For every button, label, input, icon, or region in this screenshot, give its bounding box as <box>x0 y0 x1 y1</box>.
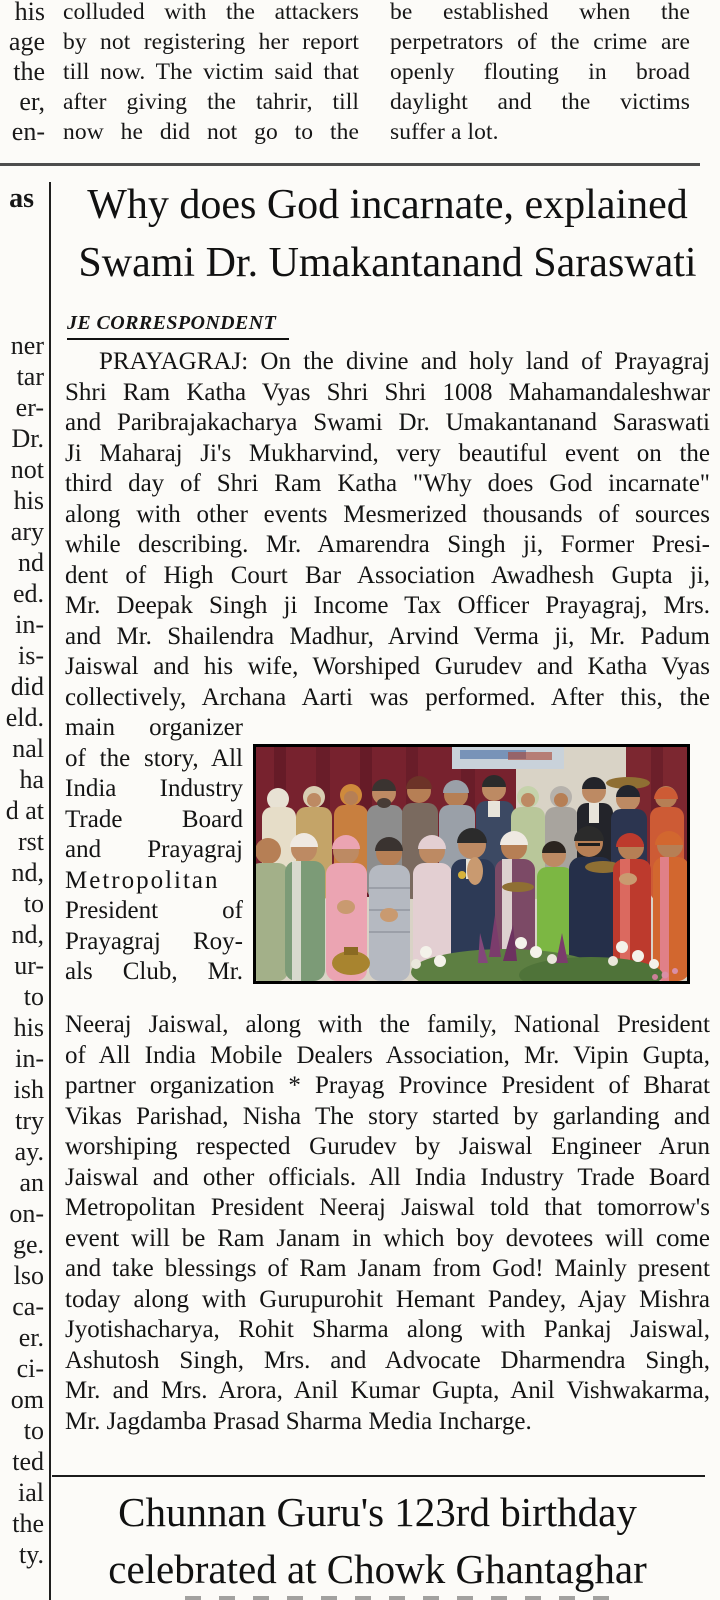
margin-fragment: on- <box>9 1199 44 1228</box>
article-headline <box>65 176 710 292</box>
margin-fragment: lso <box>13 1261 44 1290</box>
margin-fragment: ay. <box>14 1137 44 1166</box>
margin-fragment: to <box>23 982 44 1011</box>
margin-fragment: nd, <box>11 858 44 887</box>
margin-fragment: Dr. <box>11 424 44 453</box>
margin-fragment: age <box>8 27 45 56</box>
body-line: worshiping respected Gurudev by Jaiswal Engineer Arun <box>65 1133 710 1160</box>
body-line: Ji Maharaj Ji's Mukharvind, very beautiful event on the <box>65 439 710 467</box>
margin-fragment: ary <box>10 517 44 546</box>
margin-fragment: en- <box>11 117 45 146</box>
margin-fragment: ha <box>19 765 44 794</box>
margin-fragment: er, <box>19 87 45 116</box>
margin-fragment: ner <box>10 331 44 360</box>
margin-fragment: tar <box>16 362 44 391</box>
margin-fragment: ish <box>13 1075 44 1104</box>
body-line: today along with Gurupurohit Hemant Pandey, Ajay Mishra <box>65 1285 710 1313</box>
column-divider-rule <box>49 182 51 1600</box>
margin-fragment: the <box>12 1509 44 1538</box>
body-line: and take blessings of Ram Janam from God! Mainly present <box>65 1255 710 1282</box>
margin-fragment: an <box>19 1168 44 1197</box>
article-divider-rule <box>52 1475 705 1477</box>
body-line: dent of High Court Bar Association Awadhesh Gupta ji, <box>65 561 710 589</box>
truncated-next-line-fragment <box>185 1596 615 1600</box>
margin-fragment: nd, <box>11 920 44 949</box>
body-line: along with other events Mesmerized thousands of sources <box>65 500 710 528</box>
margin-fragment: ted <box>12 1447 44 1476</box>
body-line: Jaiswal and his wife, Worshiped Gurudev and Katha Vyas <box>65 653 710 680</box>
margin-fragment: ty. <box>18 1540 44 1569</box>
margin-fragment: in- <box>15 610 44 639</box>
margin-fragment: in- <box>15 1044 44 1073</box>
body-line: after giving the tahrir, till <box>63 89 359 115</box>
body-line: now he did not go to the <box>63 119 359 145</box>
margin-fragment: ur- <box>14 951 44 980</box>
margin-fragment: his <box>13 1013 44 1042</box>
top-article-column-1 <box>63 0 359 147</box>
body-line: als Club, Mr. <box>65 958 243 985</box>
body-line: Mr. Jagdamba Prasad Sharma Media Incharge. <box>65 1407 532 1435</box>
margin-fragment: rst <box>18 827 44 856</box>
body-line: collectively, Archana Aarti was performed. After this, the <box>65 683 710 711</box>
margin-fragment: d at <box>5 796 44 825</box>
body-line: while describing. Mr. Amarendra Singh ji, Former Presi- <box>65 531 710 558</box>
section-divider-rule <box>0 163 700 166</box>
body-line: Mr. Deepak Singh ji Income Tax Officer Prayagraj, Mrs. <box>65 592 710 619</box>
body-line: Ashutosh Singh, Mrs. and Advocate Dharmendra Singh, <box>65 1346 710 1374</box>
body-line: colluded with the attackers <box>63 0 359 25</box>
article-body-part-1 <box>65 347 710 713</box>
margin-fragment-bold: as <box>9 183 34 214</box>
headline-line-1: Chunnan Guru's 123rd birthday <box>118 1489 637 1535</box>
margin-fragment: to <box>23 1416 44 1445</box>
body-line: openly flouting in broad <box>390 59 690 85</box>
body-line: Prayagraj Roy- <box>65 927 243 955</box>
headline-line-1: Why does God incarnate, explained <box>87 182 688 228</box>
margin-fragment: is- <box>18 641 44 670</box>
byline: JE CORRESPONDENT <box>67 312 289 340</box>
body-line: third day of Shri Ram Katha "Why does God incarnate" <box>65 470 710 497</box>
margin-fragment: nd <box>18 548 44 577</box>
article-body-narrow-column <box>65 713 243 988</box>
margin-fragment: his <box>14 0 45 26</box>
margin-fragment: did <box>10 672 44 701</box>
body-line: India Industry <box>65 775 243 802</box>
left-margin-fragments-main <box>0 330 44 1570</box>
body-line: of All India Mobile Dealers Association, Mr. Vipin Gupta, <box>65 1041 710 1069</box>
article-body-part-2 <box>65 1010 710 1437</box>
headline-line-2: Swami Dr. Umakantanand Saraswati <box>78 240 697 286</box>
body-line: Trade Board <box>65 805 243 833</box>
margin-fragment: eld. <box>5 703 44 732</box>
body-line: PRAYAGRAJ: On the divine and holy land of Prayagraj <box>99 348 710 375</box>
top-article-column-2 <box>390 0 690 147</box>
body-line: Jyotishacharya, Rohit Sharma along with Pankaj Jaiswal, <box>65 1316 710 1343</box>
margin-fragment: ca- <box>12 1292 44 1321</box>
headline-line-2: celebrated at Chowk Ghantaghar <box>108 1546 647 1592</box>
margin-fragment: not <box>10 455 44 484</box>
left-margin-fragments-top <box>0 0 45 147</box>
body-line: Jaiswal and other officials. All India Industry Trade Board <box>65 1163 710 1191</box>
margin-fragment: ci- <box>16 1354 44 1383</box>
body-line: main organizer <box>65 714 243 741</box>
margin-fragment: to <box>23 889 44 918</box>
body-line: Vikas Parishad, Nisha The story started by garlanding and <box>65 1102 710 1130</box>
margin-fragment: om <box>10 1385 44 1414</box>
margin-fragment: ed. <box>12 579 44 608</box>
body-line: be established when the <box>390 0 690 25</box>
margin-fragment: try <box>15 1106 44 1135</box>
body-line: Neeraj Jaiswal, along with the family, National President <box>65 1011 710 1038</box>
body-line: event will be Ram Janam in which boy devotees will come <box>65 1224 710 1252</box>
body-line: and Paribrajakacharya Swami Dr. Umakantanand Saraswati <box>65 409 710 436</box>
margin-fragment: er- <box>15 393 44 422</box>
margin-fragment: ge. <box>12 1230 44 1259</box>
margin-fragment: the <box>13 57 45 86</box>
body-line: suffer a lot. <box>390 119 499 145</box>
margin-fragment: ial <box>18 1478 44 1507</box>
margin-fragment: nal <box>12 734 44 763</box>
body-line: and Prayagraj <box>65 836 243 863</box>
body-line: Mr. and Mrs. Arora, Anil Kumar Gupta, Anil Vishwakarma, <box>65 1377 710 1404</box>
body-line: perpetrators of the crime are <box>390 29 690 55</box>
body-line: Metropolitan <box>65 866 220 894</box>
body-line: partner organization * Prayag Province President of Bharat <box>65 1072 710 1099</box>
body-line: till now. The victim said that <box>63 59 359 85</box>
next-article-headline <box>65 1484 690 1598</box>
body-line: Metropolitan President Neeraj Jaiswal told that tomorrow's <box>65 1194 710 1221</box>
body-line: by not registering her report <box>63 29 359 55</box>
margin-fragment: er. <box>18 1323 44 1352</box>
body-line: Shri Ram Katha Vyas Shri Shri 1008 Mahamandaleshwar <box>65 378 710 406</box>
margin-fragment: his <box>13 486 44 515</box>
body-line: and Mr. Shailendra Madhur, Arvind Verma ji, Mr. Padum <box>65 622 710 650</box>
article-photo <box>253 744 690 984</box>
body-line: of the story, All <box>65 744 243 772</box>
body-line: President of <box>65 897 243 924</box>
body-line: daylight and the victims <box>390 89 690 115</box>
katha-event-photo-illustration <box>256 747 687 981</box>
